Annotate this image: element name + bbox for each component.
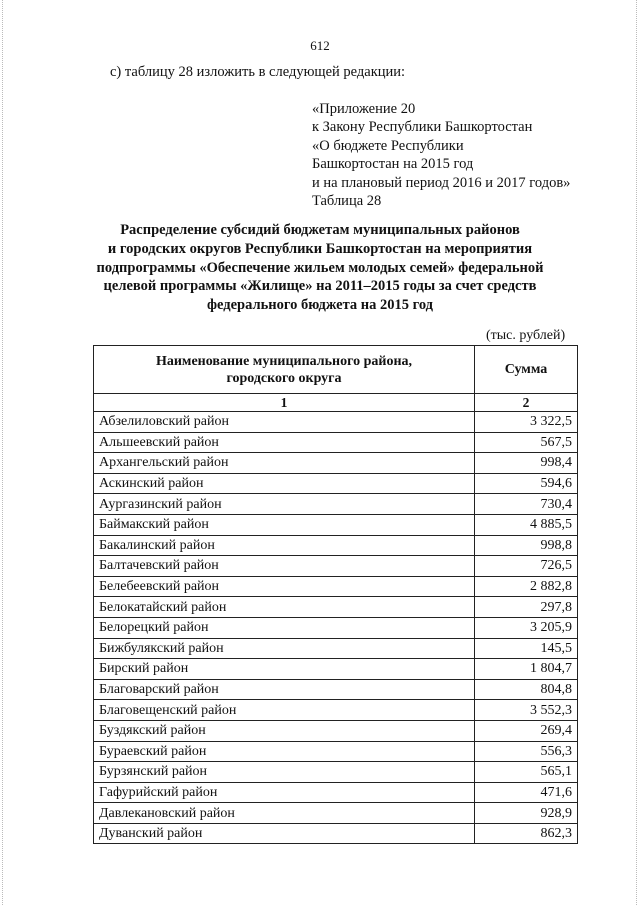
district-sum: 269,4 [475,720,578,741]
district-sum: 297,8 [475,597,578,618]
district-sum: 3 205,9 [475,617,578,638]
district-sum: 556,3 [475,741,578,762]
district-sum: 3 552,3 [475,700,578,721]
table-row [94,597,578,618]
district-sum: 567,5 [475,432,578,453]
district-name: Благовещенский район [94,700,475,721]
table-row [94,556,578,577]
table-row [94,535,578,556]
table-row [94,762,578,783]
table-title [0,221,640,315]
page-edge-right [636,0,638,905]
table-row [94,679,578,700]
table-row [94,432,578,453]
intro-text: с) таблицу 28 изложить в следующей редакции: [110,64,406,80]
table-row [94,494,578,515]
district-name: Дуванский район [94,823,475,844]
table-row [94,700,578,721]
table-row [94,473,578,494]
header-name-line2: городского округа [226,370,342,386]
appendix-line: Башкортостан на 2015 год [312,156,474,173]
appendix-block [312,100,570,210]
table-row [94,782,578,803]
district-sum: 4 885,5 [475,514,578,535]
appendix-line: «Приложение 20 [312,101,416,117]
table-title-line: федерального бюджета на 2015 год [206,297,433,314]
district-sum: 2 882,8 [475,576,578,597]
district-name: Архангельский район [94,453,475,474]
district-sum: 998,8 [475,535,578,556]
page-edge-left [2,0,4,905]
table-row [94,412,578,433]
table-row [94,659,578,680]
column-number-row [94,394,578,412]
district-sum: 998,4 [475,453,578,474]
table-row [94,576,578,597]
table-row [94,514,578,535]
table-row [94,638,578,659]
column-number-1: 1 [94,394,475,412]
subsidy-table [93,345,578,844]
table-title-line: и городских округов Республики Башкортостан на мероприятия [107,240,533,257]
appendix-line: «О бюджете Республики [312,137,464,154]
district-sum: 594,6 [475,473,578,494]
district-name: Бурзянский район [94,762,475,783]
table-row [94,617,578,638]
district-name: Альшеевский район [94,432,475,453]
district-sum: 145,5 [475,638,578,659]
header-sum: Сумма [475,346,578,394]
district-name: Бирский район [94,659,475,680]
table-row [94,741,578,762]
table-title-line: Распределение субсидий бюджетам муниципальных районов [120,222,520,238]
table-body [94,412,578,844]
district-name: Бакалинский район [94,535,475,556]
district-name: Бижбулякский район [94,638,475,659]
district-name: Белорецкий район [94,617,475,638]
district-name: Буздякский район [94,720,475,741]
table-title-line: подпрограммы «Обеспечение жильем молодых семей» федеральной [96,259,544,276]
table-title-line: целевой программы «Жилище» на 2011–2015 годы за счет средств [103,278,537,295]
district-sum: 726,5 [475,556,578,577]
district-name: Бураевский район [94,741,475,762]
district-sum: 862,3 [475,823,578,844]
district-name: Баймакский район [94,514,475,535]
appendix-line: и на плановый период 2016 и 2017 годов» [312,174,571,191]
district-name: Белебеевский район [94,576,475,597]
units-label: (тыс. рублей) [486,328,566,343]
district-name: Благоварский район [94,679,475,700]
table-row [94,823,578,844]
district-name: Аургазинский район [94,494,475,515]
table-header-row [94,346,578,394]
table-row [94,803,578,824]
table-label: Таблица 28 [312,193,382,210]
district-name: Аскинский район [94,473,475,494]
district-name: Гафурийский район [94,782,475,803]
district-sum: 928,9 [475,803,578,824]
page-number: 612 [310,38,330,53]
appendix-line: к Закону Республики Башкортостан [312,119,533,136]
district-name: Балтачевский район [94,556,475,577]
district-sum: 1 804,7 [475,659,578,680]
district-name: Абзелиловский район [94,412,475,433]
table-row [94,720,578,741]
district-name: Белокатайский район [94,597,475,618]
column-number-2: 2 [475,394,578,412]
district-sum: 471,6 [475,782,578,803]
table-row [94,453,578,474]
district-name: Давлекановский район [94,803,475,824]
district-sum: 565,1 [475,762,578,783]
district-sum: 3 322,5 [475,412,578,433]
district-sum: 804,8 [475,679,578,700]
header-name-line1: Наименование муниципального района, [155,353,413,369]
district-sum: 730,4 [475,494,578,515]
header-name [94,346,475,394]
